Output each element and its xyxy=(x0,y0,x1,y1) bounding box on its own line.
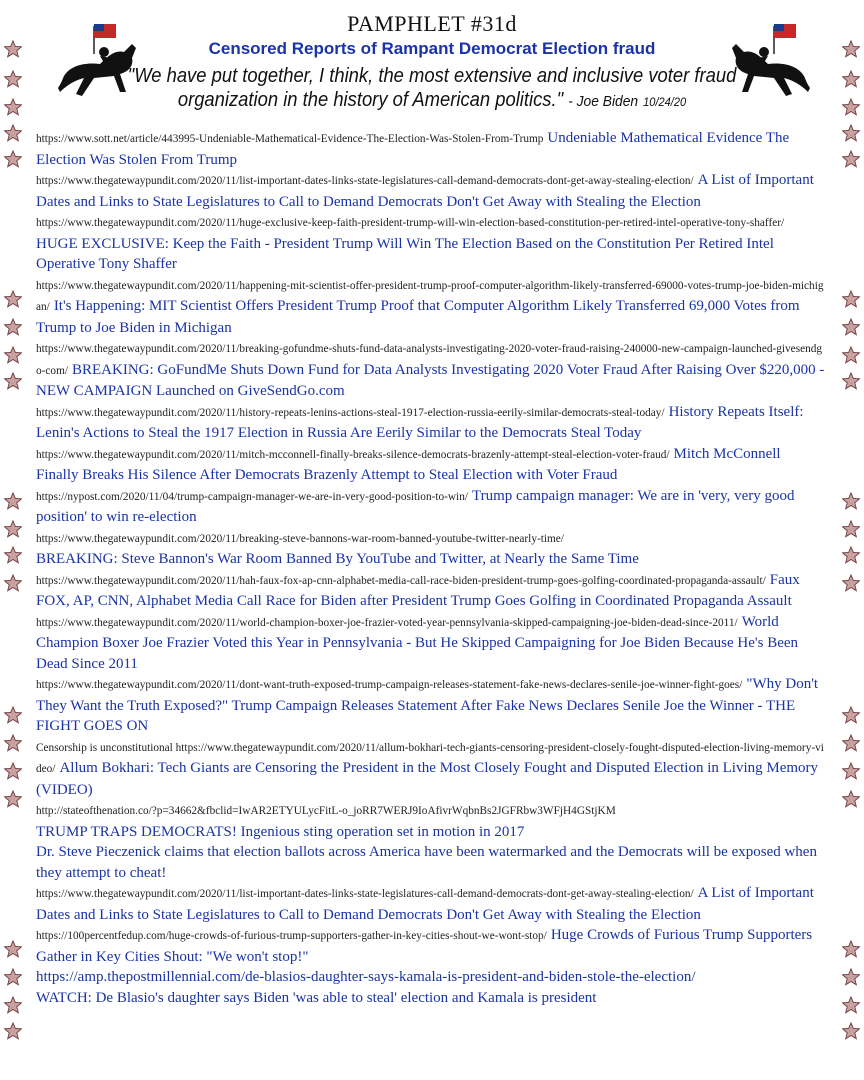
star-icon xyxy=(4,520,22,538)
quote-source: - Joe Biden xyxy=(568,93,639,110)
star-icon xyxy=(4,996,22,1014)
article-title[interactable]: HUGE EXCLUSIVE: Keep the Faith - President Trump Will Win The Election Based on the Constitution Per Retired Intel Operative Tony Shaffer xyxy=(36,235,774,272)
quote-date: 10/24/20 xyxy=(643,95,687,109)
article-title[interactable]: World Champion Boxer Joe Frazier Voted this Year in Pennsylvania - But He Skipped Campaigning for Joe Biden Because He's Been Dead Since 2011 xyxy=(36,613,799,672)
article-title[interactable]: Mitch McConnell Finally Breaks His Silence After Democrats Brazenly Attempt to Steal Election with Voter Fraud xyxy=(36,445,781,483)
star-icon xyxy=(842,546,860,564)
article-url[interactable]: https://www.thegatewaypundit.com/2020/11/huge-exclusive-keep-faith-president-trump-will-win-election-based-constitution-per-retired-intel-operative-tony-shaffer/ xyxy=(36,217,785,229)
star-icon xyxy=(4,968,22,986)
star-icon xyxy=(842,150,860,168)
sting-text: Dr. Steve Pieczenick claims that election ballots across America have been watermarked and the Democrats will be exposed when they attempt to cheat! xyxy=(36,844,817,881)
article-title[interactable]: Undeniable Mathematical Evidence The Election Was Stolen From Trump xyxy=(36,130,790,168)
star-icon xyxy=(4,790,22,808)
article-url[interactable]: https://www.thegatewaypundit.com/2020/11/breaking-gofundme-shuts-fund-data-analysts-investigating-2020-voter-fraud-raising-240000-new-campaign-launched-givesendgo-com/ xyxy=(36,343,823,377)
list-item xyxy=(36,128,826,170)
footer-url[interactable]: https://amp.thepostmillennial.com/de-blasios-daughter-says-kamala-is-president-and-biden-stole-the-election/ xyxy=(36,969,696,985)
star-icon xyxy=(4,1022,22,1040)
list-item xyxy=(36,275,826,339)
star-icon xyxy=(842,706,860,724)
article-title[interactable]: Trump campaign manager: We are in 'very, very good position' to win re-election xyxy=(36,487,795,525)
star-icon xyxy=(842,1022,860,1040)
star-icon xyxy=(842,790,860,808)
article-url[interactable]: https://www.thegatewaypundit.com/2020/11/mitch-mcconnell-finally-breaks-silence-democrats-brazenly-attempt-steal-election-voter-fraud/ xyxy=(36,448,670,461)
footer-headline[interactable]: WATCH: De Blasio's daughter says Biden 'was able to steal' election and Kamala is president xyxy=(36,989,597,1006)
footer-item xyxy=(36,967,826,1008)
star-icon xyxy=(4,734,22,752)
list-item xyxy=(36,444,826,486)
star-icon xyxy=(842,968,860,986)
star-icon xyxy=(842,734,860,752)
article-url[interactable]: https://www.thegatewaypundit.com/2020/11/list-important-dates-links-state-legislatures-call-demand-democrats-dont-get-away-stealing-election/ xyxy=(36,888,694,900)
star-icon xyxy=(842,318,860,336)
sting-headline[interactable]: TRUMP TRAPS DEMOCRATS! Ingenious sting operation set in motion in 2017 xyxy=(36,823,525,840)
link-list xyxy=(36,128,826,1008)
star-icon xyxy=(4,318,22,336)
star-icon xyxy=(4,372,22,390)
star-icon xyxy=(842,762,860,780)
list-item xyxy=(36,570,826,612)
star-icon xyxy=(842,372,860,390)
list-item xyxy=(36,338,826,402)
article-title[interactable]: Faux FOX, AP, CNN, Alphabet Media Call Race for Biden after President Trump Goes Golfing in Coordinated Propaganda Assault xyxy=(36,571,800,609)
article-url[interactable]: https://www.thegatewaypundit.com/2020/11/hah-faux-fox-ap-cnn-alphabet-media-call-race-biden-president-trump-goes-golfing-coordinated-propaganda-assault/ xyxy=(36,574,766,587)
article-url[interactable]: https://100percentfedup.com/huge-crowds-of-furious-trump-supporters-gather-in-key-cities-shout-we-wont-stop/ xyxy=(36,930,547,942)
star-icon xyxy=(842,520,860,538)
star-icon xyxy=(842,940,860,958)
quote-line-1: "We have put together, I think, the most extensive and inclusive voter fraud xyxy=(127,65,737,87)
article-title[interactable]: A List of Important Dates and Links to State Legislatures to Call to Demand Democrats Don't Get Away with Stealing the Election xyxy=(36,172,814,210)
star-icon xyxy=(842,346,860,364)
article-url[interactable]: https://www.thegatewaypundit.com/2020/11/history-repeats-lenins-actions-steal-1917-election-russia-eerily-similar-democrats-steal-today/ xyxy=(36,406,665,419)
article-title[interactable]: Allum Bokhari: Tech Giants are Censoring the President in the Most Closely Fought and Disputed Election in Living Memory (VIDEO) xyxy=(36,760,819,798)
article-title[interactable]: BREAKING: Steve Bannon's War Room Banned By YouTube and Twitter, at Nearly the Same Time xyxy=(36,551,639,567)
list-item xyxy=(36,737,826,801)
article-url[interactable]: https://www.thegatewaypundit.com/2020/11/dont-want-truth-exposed-trump-campaign-releases-statement-fake-news-declares-senile-joe-winner-fight-goes/ xyxy=(36,679,743,691)
star-icon xyxy=(4,124,22,142)
censorship-note: Censorship is unconstitutional xyxy=(36,741,176,754)
list-item xyxy=(36,925,826,967)
star-icon xyxy=(842,492,860,510)
star-icon xyxy=(4,290,22,308)
article-url[interactable]: https://www.thegatewaypundit.com/2020/11/breaking-steve-bannons-war-room-banned-youtube-twitter-nearly-time/ xyxy=(36,532,564,545)
star-icon xyxy=(4,492,22,510)
quote-line-2-text: organization in the history of American politics." xyxy=(177,89,564,111)
article-title[interactable]: "Why Don't They Want the Truth Exposed?" Trump Campaign Releases Statement After Fake News Declares Senile Joe the Winner - THE FIGHT GOES ON xyxy=(36,676,819,734)
list-item xyxy=(36,883,826,925)
star-icon xyxy=(4,546,22,564)
article-url[interactable]: https://www.thegatewaypundit.com/2020/11/world-champion-boxer-joe-frazier-voted-year-pennsylvania-skipped-campaigning-joe-biden-dead-since-2011/ xyxy=(36,616,738,629)
subtitle: Censored Reports of Rampant Democrat Election fraud xyxy=(208,39,656,58)
star-icon xyxy=(842,996,860,1014)
sting-url[interactable]: http://stateofthenation.co/?p=34662&fbclid=IwAR2ETYULycFitL-o_joRR7WERJ9IoAfivrWqbnBs2JGFRbw3WFjH4GStjKM xyxy=(36,805,616,817)
article-url[interactable]: https://nypost.com/2020/11/04/trump-campaign-manager-we-are-in-very-good-position-to-win/ xyxy=(36,490,468,503)
article-url[interactable]: https://www.thegatewaypundit.com/2020/11/happening-mit-scientist-offer-president-trump-proof-computer-algorithm-likely-transferred-69000-votes-trump-joe-biden-michigan/ xyxy=(36,279,824,313)
star-icon xyxy=(842,574,860,592)
star-icon xyxy=(842,290,860,308)
article-url[interactable]: https://www.thegatewaypundit.com/2020/11/allum-bokhari-tech-giants-censoring-president-closely-fought-disputed-election-living-memory-video/ xyxy=(36,741,824,775)
article-title[interactable]: A List of Important Dates and Links to State Legislatures to Call to Demand Democrats Don't Get Away with Stealing the Election xyxy=(36,885,814,923)
list-item xyxy=(36,402,826,444)
list-item xyxy=(36,528,826,570)
star-icon xyxy=(4,706,22,724)
article-title[interactable]: BREAKING: GoFundMe Shuts Down Fund for Data Analysts Investigating 2020 Voter Fraud After Raising Over $220,000 - NEW CAMPAIGN Launched on GiveSendGo.com xyxy=(36,361,825,399)
star-icon xyxy=(842,124,860,142)
star-icon xyxy=(4,346,22,364)
quote xyxy=(35,64,830,114)
star-icon xyxy=(4,150,22,168)
article-title[interactable]: It's Happening: MIT Scientist Offers President Trump Proof that Computer Algorithm Likely Transferred 69,000 Votes from Trump to Joe Biden in Michigan xyxy=(36,298,800,336)
star-icon xyxy=(4,762,22,780)
article-url[interactable]: https://www.thegatewaypundit.com/2020/11/list-important-dates-links-state-legislatures-call-demand-democrats-dont-get-away-stealing-election/ xyxy=(36,175,694,187)
article-title[interactable]: History Repeats Itself: Lenin's Actions to Steal the 1917 Election in Russia Are Eerily Similar to the Democrats Steal Today xyxy=(36,403,804,441)
quote-line-2 xyxy=(35,88,830,114)
list-item xyxy=(36,170,826,212)
list-item xyxy=(36,674,826,737)
article-url[interactable]: https://www.sott.net/article/443995-Undeniable-Mathematical-Evidence-The-Election-Was-Stolen-From-Trump xyxy=(36,133,544,145)
article-title[interactable]: Huge Crowds of Furious Trump Supporters Gather in Key Cities Shout: "We won't stop!" xyxy=(36,927,813,965)
list-item xyxy=(36,612,826,675)
list-item xyxy=(36,486,826,528)
header xyxy=(0,12,864,114)
star-icon xyxy=(4,940,22,958)
pamphlet-title: PAMPHLET #31d xyxy=(347,11,517,36)
star-icon xyxy=(4,574,22,592)
sting-item xyxy=(36,800,826,883)
list-item xyxy=(36,212,826,275)
